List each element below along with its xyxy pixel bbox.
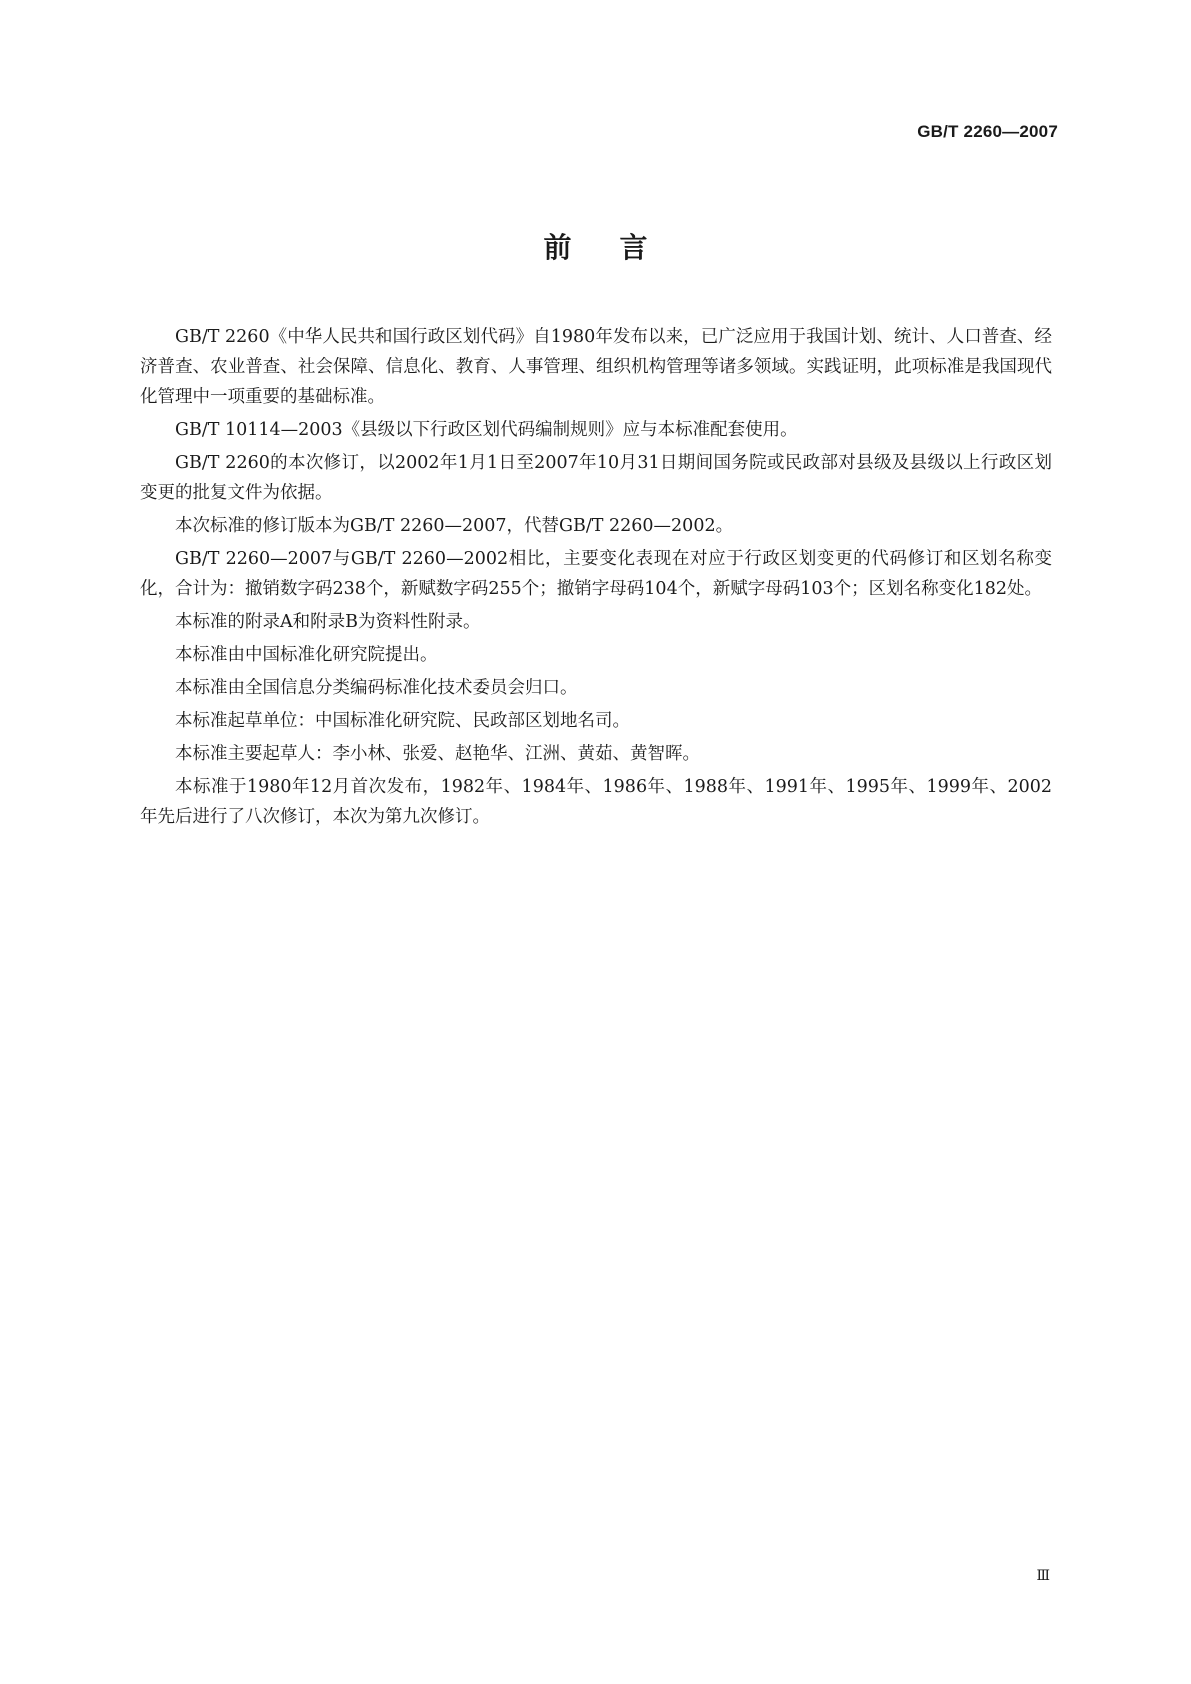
paragraph-1: GB/T 2260《中华人民共和国行政区划代码》自1980年发布以来，已广泛应用于我国计划、统计、人口普查、经济普查、农业普查、社会保障、信息化、教育、人事管理、组织机构管理等诸多领域。实践证明，此项标准是我国现代化管理中一项重要的基础标准。 xyxy=(140,327,1052,407)
foreword-body xyxy=(140,322,1052,835)
paragraph-10: 本标准主要起草人：李小林、张爱、赵艳华、江洲、黄茹、黄智晖。 xyxy=(175,744,700,764)
paragraph-5: GB/T 2260—2007与GB/T 2260—2002相比，主要变化表现在对应于行政区划变更的代码修订和区划名称变化，合计为：撤销数字码238个，新赋数字码255个；撤销字母码104个，新赋字母码103个；区划名称变化182处。 xyxy=(140,549,1052,599)
page-number: Ⅲ xyxy=(1036,1568,1050,1584)
page-title: 前言 xyxy=(543,231,696,264)
paragraph-2: GB/T 10114—2003《县级以下行政区划代码编制规则》应与本标准配套使用。 xyxy=(175,420,798,440)
paragraph-8: 本标准由全国信息分类编码标准化技术委员会归口。 xyxy=(175,678,578,698)
paragraph-4: 本次标准的修订版本为GB/T 2260—2007，代替GB/T 2260—2002。 xyxy=(175,516,734,536)
paragraph-11: 本标准于1980年12月首次发布，1982年、1984年、1986年、1988年、1991年、1995年、1999年、2002年先后进行了八次修订，本次为第九次修订。 xyxy=(140,777,1052,827)
paragraph-7: 本标准由中国标准化研究院提出。 xyxy=(175,645,438,665)
standard-code: GB/T 2260—2007 xyxy=(917,122,1058,141)
paragraph-6: 本标准的附录A和附录B为资料性附录。 xyxy=(175,612,481,632)
paragraph-3: GB/T 2260的本次修订，以2002年1月1日至2007年10月31日期间国务院或民政部对县级及县级以上行政区划变更的批复文件为依据。 xyxy=(140,453,1052,503)
paragraph-9: 本标准起草单位：中国标准化研究院、民政部区划地名司。 xyxy=(175,711,630,731)
